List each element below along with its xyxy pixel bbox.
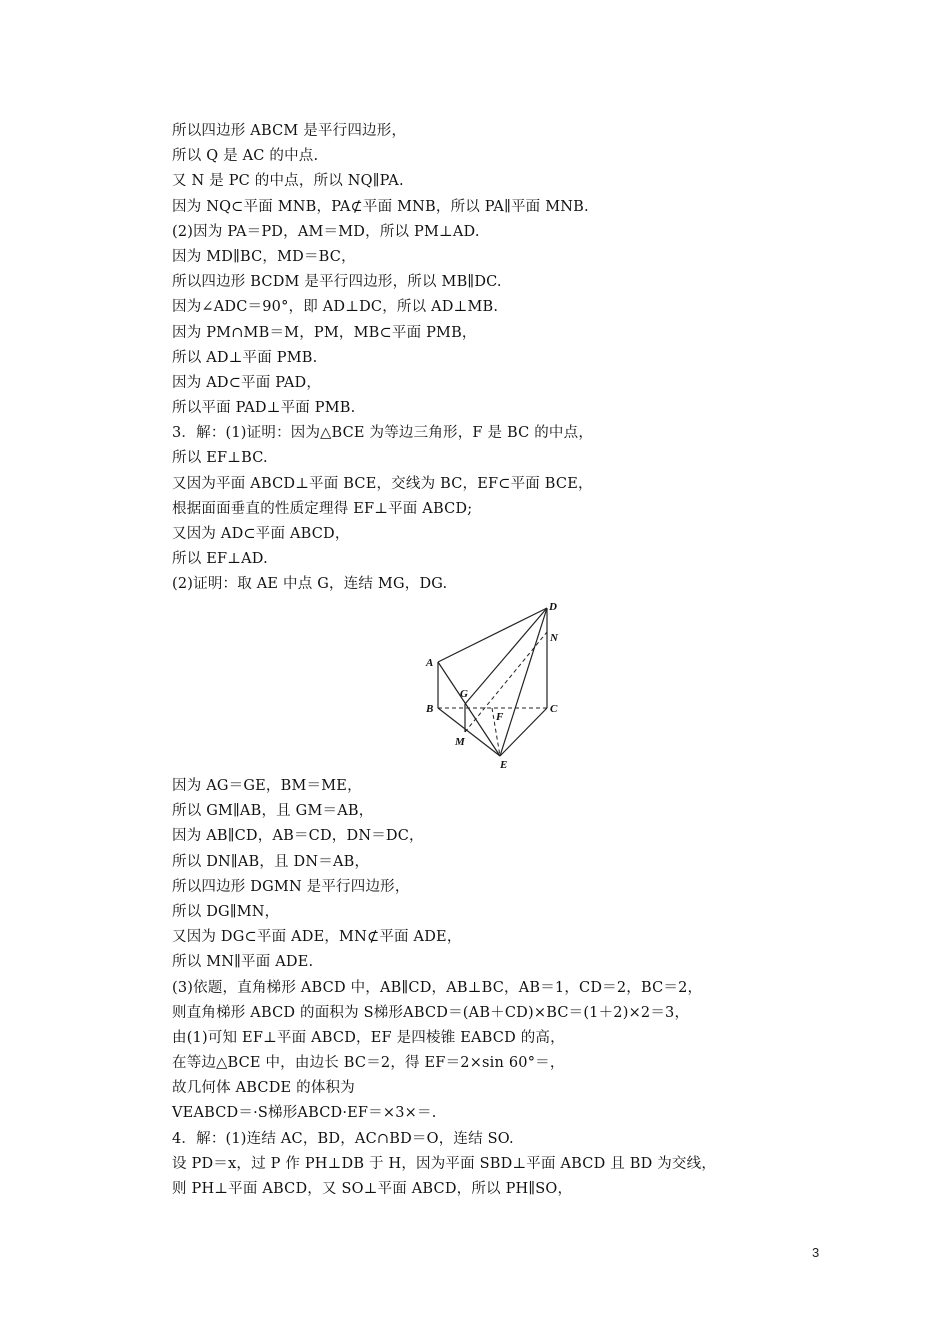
- text-line: 所以 DN∥AB，且 DN＝AB，: [172, 853, 370, 870]
- text-block-bottom: [172, 774, 872, 1202]
- text-line: 所以四边形 ABCM 是平行四边形，: [172, 123, 407, 139]
- text-line: 又因为 DG⊂平面 ADE，MN⊄平面 ADE，: [172, 929, 462, 946]
- label-G: G: [460, 688, 468, 700]
- edge-AE: [438, 662, 500, 756]
- geometry-figure: [420, 596, 570, 772]
- text-line: 所以四边形 BCDM 是平行四边形，所以 MB∥DC.: [172, 274, 502, 291]
- text-line: (3)依题，直角梯形 ABCD 中，AB∥CD，AB⊥BC，AB＝1，CD＝2，BC＝2，: [172, 979, 703, 996]
- text-line: 由(1)可知 EF⊥平面 ABCD，EF 是四棱锥 EABCD 的高，: [172, 1029, 565, 1046]
- text-line: 因为∠ADC＝90°，即 AD⊥DC，所以 AD⊥MB.: [172, 299, 499, 316]
- text-line: 所以 GM∥AB，且 GM＝AB，: [172, 803, 374, 820]
- text-line: 又 N 是 PC 的中点，所以 NQ∥PA.: [172, 173, 404, 190]
- text-line: 则 PH⊥平面 ABCD，又 SO⊥平面 ABCD，所以 PH∥SO，: [172, 1181, 573, 1197]
- text-line: 又因为 AD⊂平面 ABCD，: [172, 526, 350, 542]
- text-line: 所以 DG∥MN，: [172, 903, 280, 920]
- text-line: 3．解：(1)证明：因为△BCE 为等边三角形，F 是 BC 的中点，: [172, 425, 594, 442]
- edge-DG: [465, 608, 547, 704]
- text-line: 所以 EF⊥AD.: [172, 551, 268, 568]
- text-line: 所以 EF⊥BC.: [172, 450, 268, 467]
- solid-diagram: [420, 596, 570, 772]
- label-E: E: [500, 759, 508, 771]
- text-line: 因为 AB∥CD，AB＝CD，DN＝DC，: [172, 828, 424, 845]
- text-line: 设 PD＝x，过 P 作 PH⊥DB 于 H，因为平面 SBD⊥平面 ABCD 且 BD 为交线，: [172, 1155, 717, 1172]
- text-line: 在等边△BCE 中，由边长 BC＝2，得 EF＝2×sin 60°＝，: [172, 1055, 565, 1072]
- text-block-top: [172, 119, 872, 598]
- label-B: B: [426, 703, 434, 715]
- text-line: 所以 AD⊥平面 PMB.: [172, 349, 318, 366]
- label-A: A: [426, 657, 434, 669]
- label-D: D: [549, 601, 557, 613]
- text-line: (2)证明：取 AE 中点 G，连结 MG，DG.: [172, 576, 448, 593]
- text-line: 又因为平面 ABCD⊥平面 BCE，交线为 BC，EF⊂平面 BCE，: [172, 475, 593, 492]
- text-line: 所以 MN∥平面 ADE.: [172, 954, 314, 971]
- text-line: 因为 PM∩MB＝M，PM，MB⊂平面 PMB，: [172, 324, 477, 341]
- text-line: VEABCD＝·S梯形ABCD·EF＝×3×＝.: [172, 1105, 437, 1122]
- page-number: 3: [812, 1245, 820, 1260]
- text-line: 因为 MD∥BC，MD＝BC，: [172, 248, 356, 265]
- text-line: 4．解：(1)连结 AC，BD，AC∩BD＝O，连结 SO.: [172, 1130, 514, 1147]
- text-line: 因为 NQ⊂平面 MNB，PA⊄平面 MNB，所以 PA∥平面 MNB.: [172, 198, 589, 215]
- label-N: N: [550, 632, 558, 644]
- text-line: 所以四边形 DGMN 是平行四边形，: [172, 878, 410, 895]
- text-line: 因为 AG＝GE，BM＝ME，: [172, 778, 362, 794]
- text-line: 故几何体 ABCDE 的体积为: [172, 1080, 355, 1097]
- edge-BE: [438, 708, 500, 756]
- label-F: F: [496, 711, 504, 723]
- text-line: 因为 AD⊂平面 PAD，: [172, 374, 322, 391]
- text-line: (2)因为 PA＝PD，AM＝MD，所以 PM⊥AD.: [172, 223, 480, 240]
- label-M: M: [455, 736, 465, 748]
- text-line: 则直角梯形 ABCD 的面积为 S梯形ABCD＝(AB＋CD)×BC＝(1＋2)×2＝3，: [172, 1004, 690, 1021]
- text-line: 所以平面 PAD⊥平面 PMB.: [172, 400, 356, 417]
- edge-DE: [500, 608, 547, 756]
- text-line: 根据面面垂直的性质定理得 EF⊥平面 ABCD;: [172, 500, 473, 517]
- label-C: C: [550, 703, 558, 715]
- edge-AD: [438, 608, 547, 662]
- text-line: 所以 Q 是 AC 的中点.: [172, 148, 319, 165]
